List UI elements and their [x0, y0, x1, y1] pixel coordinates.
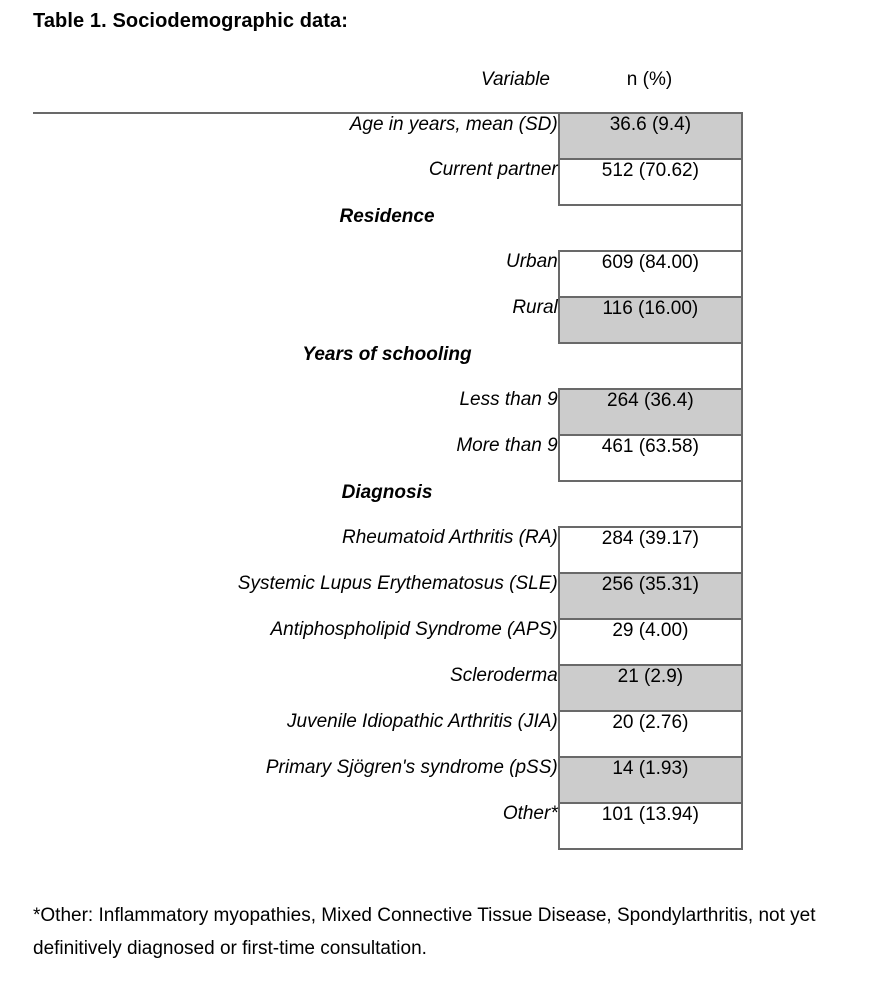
row-value: 29 (4.00)	[559, 619, 742, 665]
table-section-row	[33, 481, 742, 527]
table-row	[33, 113, 742, 159]
table-row	[33, 251, 742, 297]
row-value: 461 (63.58)	[559, 435, 742, 481]
row-label: Systemic Lupus Erythematosus (SLE)	[237, 573, 558, 594]
table-row	[33, 527, 742, 573]
row-label: Rheumatoid Arthritis (RA)	[341, 527, 558, 548]
sociodemographic-table	[33, 112, 743, 850]
row-label: Other*	[502, 803, 558, 824]
table-row	[33, 573, 742, 619]
table-row	[33, 711, 742, 757]
row-label: Antiphospholipid Syndrome (APS)	[270, 619, 558, 640]
row-value: 264 (36.4)	[559, 389, 742, 435]
row-value: 284 (39.17)	[559, 527, 742, 573]
row-value: 20 (2.76)	[559, 711, 742, 757]
header-count-label: n (%)	[626, 69, 673, 90]
table-row	[33, 665, 742, 711]
row-label: Current partner	[428, 159, 558, 180]
table-row	[33, 159, 742, 205]
row-value: 14 (1.93)	[559, 757, 742, 803]
row-value: 36.6 (9.4)	[559, 113, 742, 159]
row-value: 21 (2.9)	[559, 665, 742, 711]
table-row	[33, 435, 742, 481]
row-value: 512 (70.62)	[559, 159, 742, 205]
row-value: 256 (35.31)	[559, 573, 742, 619]
table-header-row	[33, 69, 741, 91]
section-header-label: Residence	[33, 205, 742, 251]
table-row	[33, 619, 742, 665]
row-label: More than 9	[456, 435, 558, 456]
row-label: Primary Sjögren's syndrome (pSS)	[265, 757, 558, 778]
row-label: Juvenile Idiopathic Arthritis (JIA)	[287, 711, 558, 732]
footnote-line: definitively diagnosed or first-time consultation.	[33, 938, 427, 959]
row-value: 101 (13.94)	[559, 803, 742, 849]
row-label: Rural	[512, 297, 558, 318]
header-variable-label: Variable	[480, 69, 550, 90]
section-header-label: Years of schooling	[33, 343, 742, 389]
table-section-row	[33, 205, 742, 251]
table-row	[33, 297, 742, 343]
row-value: 609 (84.00)	[559, 251, 742, 297]
row-label: Scleroderma	[450, 665, 558, 686]
table-title: Table 1. Sociodemographic data:	[33, 10, 349, 32]
row-label: Less than 9	[459, 389, 558, 410]
table-section-row	[33, 343, 742, 389]
row-label: Age in years, mean (SD)	[33, 113, 559, 159]
table-row	[33, 803, 742, 849]
footnote-line: *Other: Inflammatory myopathies, Mixed Connective Tissue Disease, Spondylarthritis, not yet	[33, 905, 816, 926]
row-value: 116 (16.00)	[559, 297, 742, 343]
table-row	[33, 389, 742, 435]
table-body	[33, 113, 742, 849]
table-footnote	[33, 899, 853, 965]
row-label: Urban	[505, 251, 558, 272]
table-row	[33, 757, 742, 803]
section-header-label: Diagnosis	[33, 481, 742, 527]
